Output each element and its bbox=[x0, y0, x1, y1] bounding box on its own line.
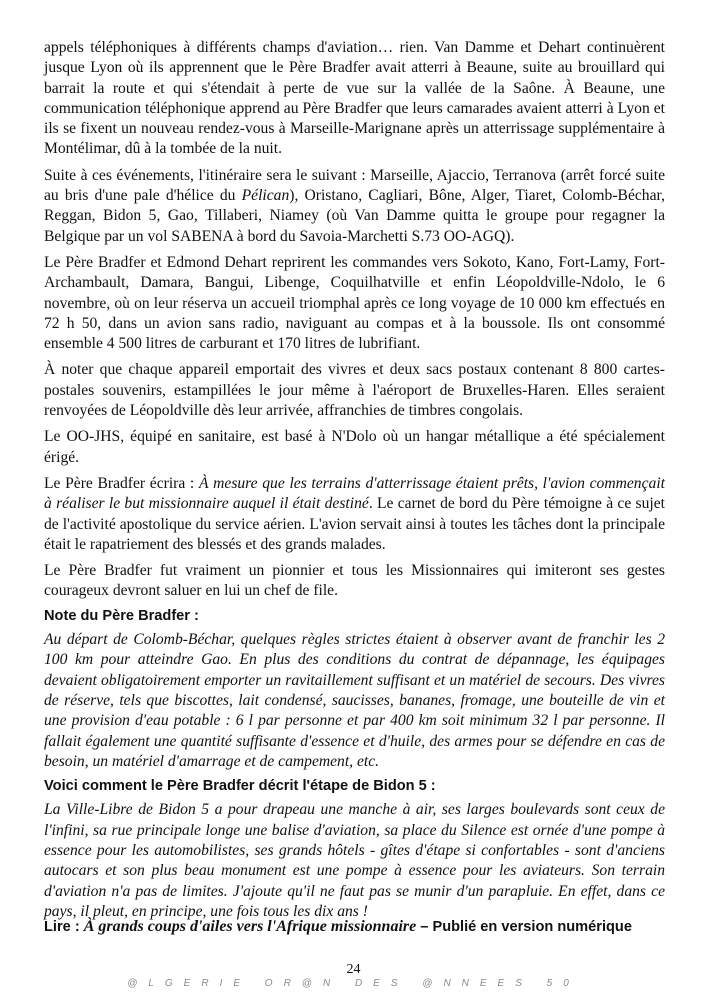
running-footer: @LGERIE OR@N DES @NNEES 50 bbox=[127, 978, 580, 989]
note-heading: Note du Père Bradfer : bbox=[44, 607, 199, 624]
read-label: Lire : bbox=[44, 919, 84, 935]
paragraph: Le Père Bradfer fut vraiment un pionnier et tous les Missionnaires qui imiteront ses gestes courageux devront saluer en lui un chef de file. bbox=[44, 562, 665, 600]
paragraph: appels téléphoniques à différents champs d'aviation… rien. Van Damme et Dehart continuèrent jusque Lyon où ils apprennent que le Père Bradfer avait atterri à Beaune, suite au brouillard qui barrait la route et qui s'étendait à perte de vue sur la vallée de la Saône. À Beaune, une communication téléphonique apprend au Père Bradfer que leurs camarades avaient atterri à Lyon et ils se fixent un nouveau rendez-vous à Marseille-Marignane après un atterrissage supplémentaire à Montélimar, dû à la tombée de la nuit. bbox=[44, 39, 665, 158]
paragraph: Le Père Bradfer et Edmond Dehart reprirent les commandes vers Sokoto, Kano, Fort-Lamy, Fort-Archambault, Damara, Bangui, Libenge, Coquilhatville et enfin Léopoldville-Ndolo, le 6 novembre, où on leur réserva un accueil triomphal après ce long voyage de 10 000 km effectués en 72 h 50, dans un avion sans radio, naviguant au compas et à la boussole. Ils ont consommé ensemble 4 500 litres de carburant et 170 litres de lubrifiant. bbox=[44, 253, 665, 353]
publication-note: – Publié en version numérique bbox=[416, 919, 632, 935]
text-run: Suite à ces événements, l'itinéraire sera le suivant : Marseille, Ajaccio, Terranova (arrêt forcé suite au bris d'une pale d'hélice du bbox=[44, 166, 665, 205]
page-number: 24 bbox=[346, 962, 361, 977]
paragraph bbox=[44, 166, 665, 247]
note-quote: Au départ de Colomb-Béchar, quelques règles strictes étaient à observer avant de franchir les 2 100 km pour atteindre Gao. En plus des conditions du contrat de dépannage, les équipages devaient obligatoirement emporter un ravitaillement suffisant et un matériel de secours. Des vivres de réserve, tels que biscottes, lait condensé, saucisses, bananes, fromage, une bouteille de vin et une provision d'eau potable : 6 l par personne et par 400 km soit minimum 32 l par personne. Il fallait également une quantité suffisante d'essence et d'huile, des armes pour se défendre en cas de besoin, un matériel d'amarrage et de campement, etc. bbox=[44, 631, 665, 770]
paragraph bbox=[44, 474, 665, 555]
text-run: Le Père Bradfer écrira : bbox=[44, 474, 199, 492]
italic-run: À mesure que les terrains d'atterrissage étaient prêts, l'avion commençait à réaliser le but missionnaire auquel il était destiné bbox=[44, 474, 665, 513]
paragraph: À noter que chaque appareil emportait des vivres et deux sacs postaux contenant 8 800 cartes-postales souvenirs, estampillées le jour même à l'aéroport de Bruxelles-Haren. Elles seraient renvoyées de Léopoldville dès leur arrivée, affranchies de timbres congolais. bbox=[44, 361, 665, 420]
page-body bbox=[44, 38, 665, 928]
text-run: ), Oristano, Cagliari, Bône, Alger, Tiaret, Colomb-Béchar, Reggan, Bidon 5, Gao, Tillaberi, Niamey (où Van Damme quitta le groupe pour regagner la Belgique par un vol SABENA à bord du Savoia-Marchetti S.73 OO-AGQ). bbox=[44, 187, 665, 245]
bidon-quote: La Ville-Libre de Bidon 5 a pour drapeau une manche à air, ses larges boulevards sont ceux de l'infini, sa rue principale longe une balise d'aviation, sa place du Silence est ornée d'une pompe à essence pour les automobilistes, ses grands hôtels - gîtes d'étape si confortables - sont d'anciens autocars et son plus beau monument est une pompe à essence pour les aviateurs. Son terrain d'aviation n'a pas de limites. J'ajoute qu'il ne faut pas se munir d'un parapluie. En effet, dans ce pays, il pleut, en principe, une fois tous les dix ans ! bbox=[44, 801, 665, 920]
book-title: À grands coups d'ailes vers l'Afrique missionnaire bbox=[83, 918, 417, 935]
paragraph: Le OO-JHS, équipé en sanitaire, est basé à N'Dolo où un hangar métallique a été spécialement érigé. bbox=[44, 428, 665, 466]
bidon-heading: Voici comment le Père Bradfer décrit l'étape de Bidon 5 : bbox=[44, 778, 436, 795]
text-run: . Le carnet de bord du Père témoigne à ce sujet de l'activité apostolique du service aérien. L'avion servait ainsi à toutes les tâches dont la principale était le rapatriement des blessés et des grands malades. bbox=[44, 495, 665, 553]
read-more-line bbox=[44, 918, 665, 936]
italic-run: Pélican bbox=[241, 187, 290, 205]
